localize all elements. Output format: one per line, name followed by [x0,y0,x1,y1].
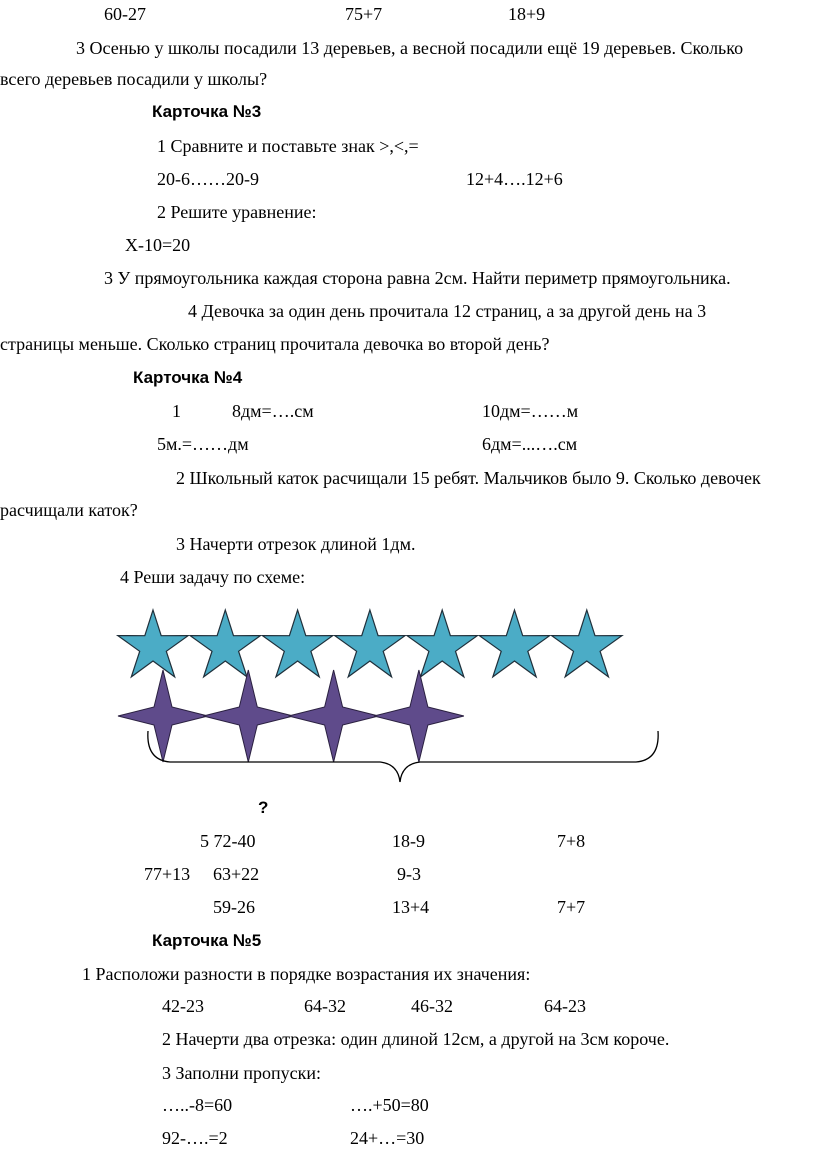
card5-title: Карточка №5 [152,931,262,950]
card3-title: Карточка №3 [152,102,262,121]
star-icon [190,610,260,677]
card3-equation: Х-10=20 [125,235,191,255]
card5-fill-1: …..-8=60 [162,1095,233,1115]
card5-task2: 2 Начерти два отрезка: один длиной 12см, а другой на 3см короче. [162,1029,670,1049]
card4-convert-4: 6дм=...….см [482,434,578,454]
star-icon [552,610,622,677]
expr-18-9: 18+9 [508,4,546,24]
sparkle-star-icon [289,670,379,762]
card3-task4-line2: страницы меньше. Сколько страниц прочитала девочка во второй день? [0,334,550,354]
card3-task3: 3 У прямоугольника каждая сторона равна 2см. Найти периметр прямоугольника. [104,268,731,288]
card4-task5-r2b: 63+22 [213,864,260,884]
task-trees-line2: всего деревьев посадили у школы? [0,69,268,89]
card4-task5-r3c: 7+7 [557,897,586,917]
card4-task1-number: 1 [172,401,181,421]
sparkle-star-icon [203,670,293,762]
card4-task2-line1: 2 Школьный каток расчищали 15 ребят. Мальчиков было 9. Сколько девочек [176,468,761,488]
card3-compare-a: 20-6……20-9 [157,169,259,189]
card3-task1: 1 Сравните и поставьте знак >,<,= [157,136,419,156]
scheme-question-mark: ? [258,798,269,817]
task-trees-line1: 3 Осенью у школы посадили 13 деревьев, а весной посадили ещё 19 деревьев. Сколько [76,38,744,58]
sparkle-row [118,670,464,762]
card4-convert-1: 8дм=….см [232,401,314,421]
card5-task1: 1 Расположи разности в порядке возрастания их значения: [82,964,531,984]
card4-title: Карточка №4 [133,368,243,387]
sparkle-star-icon [374,670,464,762]
star-icon [118,610,188,677]
card4-convert-2: 10дм=……м [482,401,579,421]
card4-task5-r1a: 5 72-40 [200,831,256,851]
star-row [118,610,622,677]
card5-diff-4: 64-23 [544,996,586,1016]
card4-task3: 3 Начерти отрезок длиной 1дм. [176,534,416,554]
card4-task5-r2a: 77+13 [144,864,191,884]
star-icon [407,610,477,677]
card4-task5-r3b: 13+4 [392,897,430,917]
card4-convert-3: 5м.=……дм [157,434,249,454]
card4-task4: 4 Реши задачу по схеме: [120,567,306,587]
card4-task5-r1b: 18-9 [392,831,425,851]
star-icon [479,610,549,677]
card3-task4-line1: 4 Девочка за один день прочитала 12 страниц, а за другой день на 3 [188,301,707,321]
card3-task2: 2 Решите уравнение: [157,202,317,222]
card4-task5-r3a: 59-26 [213,897,255,917]
card4-task2-line2: расчищали каток? [0,500,138,520]
card5-fill-2: ….+50=80 [350,1095,429,1115]
expr-60-27: 60-27 [104,4,146,24]
card5-diff-3: 46-32 [411,996,453,1016]
card4-task5-r1c: 7+8 [557,831,586,851]
star-icon [262,610,332,677]
sparkle-star-icon [118,670,208,762]
card5-fill-3: 92-….=2 [162,1128,228,1148]
card5-task3: 3 Заполни пропуски: [162,1063,322,1083]
card3-compare-b: 12+4….12+6 [466,169,563,189]
card5-diff-1: 42-23 [162,996,204,1016]
star-icon [335,610,405,677]
card5-fill-4: 24+…=30 [350,1128,425,1148]
card5-diff-2: 64-32 [304,996,346,1016]
curly-brace-left [148,731,400,782]
card4-task5-r2c: 9-3 [397,864,421,884]
curly-brace-right [400,731,658,782]
expr-75-7: 75+7 [345,4,383,24]
